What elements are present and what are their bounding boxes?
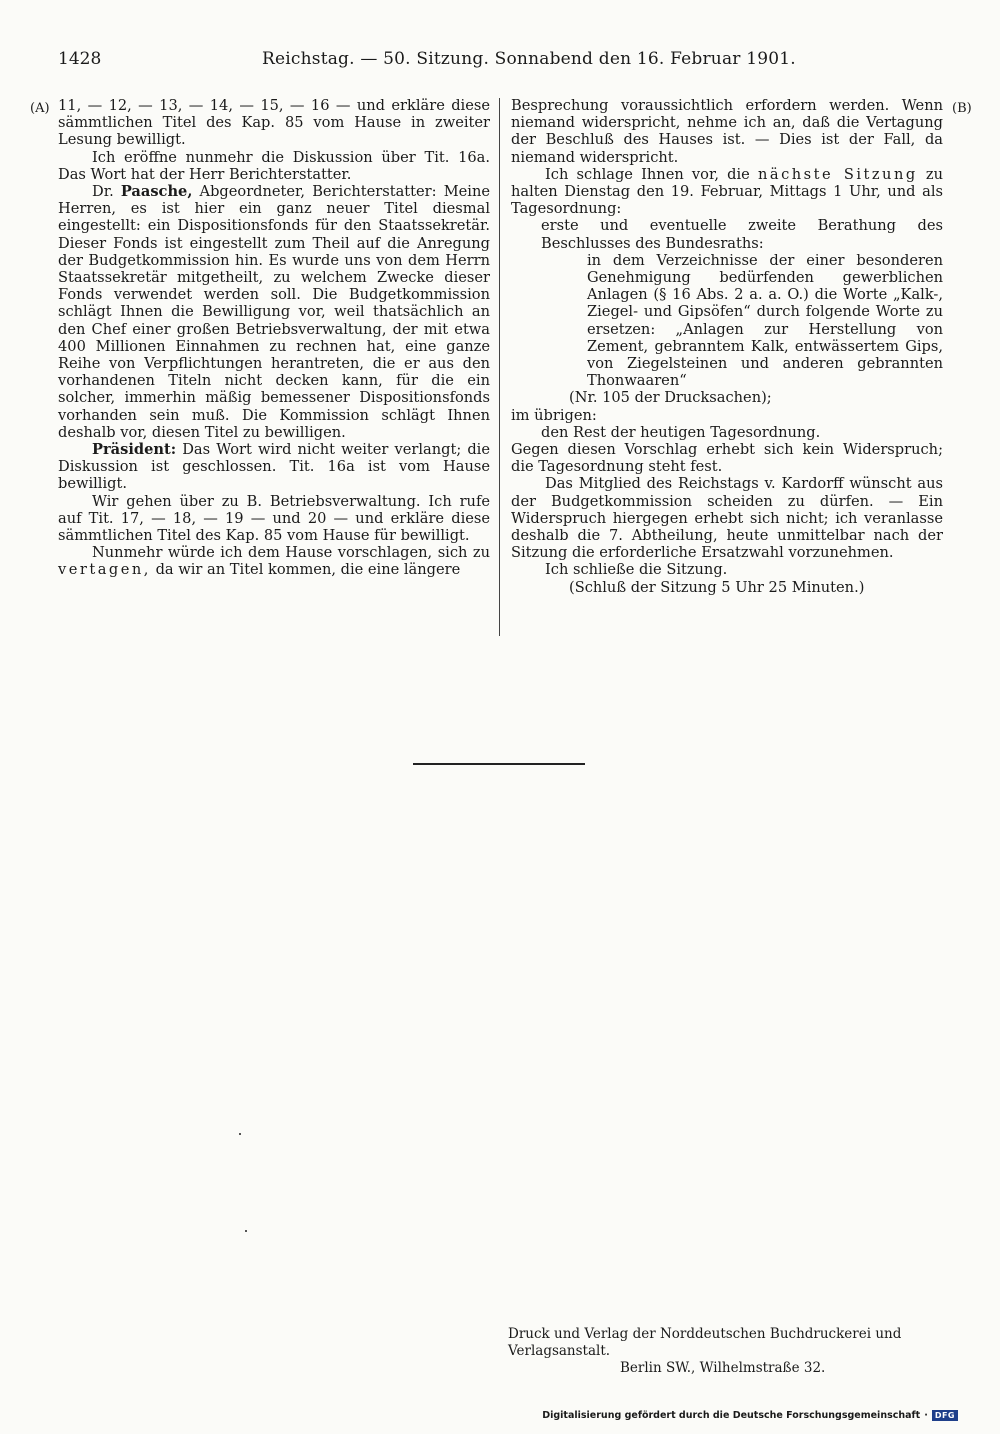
agenda-item: den Rest der heutigen Tagesordnung.: [541, 423, 821, 441]
footer-separator: ·: [924, 1410, 928, 1421]
speaker-title: Dr.: [92, 183, 121, 201]
paragraph: Wir gehen über zu B. Betriebsverwaltung. Ich rufe auf Tit. 17, — 18, — 19 — und 20 — und erkläre diese sämmtlichen Titel des Kap. 85 vom Hause für bewilligt.: [58, 492, 490, 545]
text-run: zu halten Dienstag den 19. Februar, Mittags 1 Uhr, und als Tagesordnung:: [511, 165, 943, 218]
footer-text: Digitalisierung gefördert durch die Deutsche Forschungsgemeinschaft: [542, 1410, 921, 1421]
paragraph: Ich schließe die Sitzung.: [545, 561, 728, 579]
colophon-line: Druck und Verlag der Norddeutschen Buchdruckerei und Verlagsanstalt.: [508, 1326, 902, 1359]
agenda-item: erste und eventuelle zweite Berathung des Beschlusses des Bundesraths:: [541, 217, 943, 252]
colophon: [508, 1326, 948, 1377]
paragraph: [511, 166, 943, 218]
speech-president: [58, 441, 490, 493]
colophon-line: Berlin SW., Wilhelmstraße 32.: [620, 1360, 826, 1376]
spaced-text: vertagen,: [58, 561, 151, 579]
margin-mark-b: (B): [952, 101, 972, 116]
column-divider: [499, 98, 500, 636]
spaced-text: nächste Sitzung: [757, 165, 918, 183]
running-title: Reichstag. — 50. Sitzung. Sonnabend den 16. Februar 1901.: [262, 49, 796, 69]
paragraph: Gegen diesen Vorschlag erhebt sich kein Widerspruch; die Tagesordnung steht fest.: [511, 441, 943, 476]
text-run: Ich schlage Ihnen vor, die: [545, 165, 758, 183]
print-reference: (Nr. 105 der Drucksachen);: [569, 389, 772, 407]
speaker-name: Paasche,: [120, 183, 193, 201]
speech-paasche: [58, 183, 490, 441]
paragraph: Das Mitglied des Reichstags v. Kardorff wünscht aus der Budgetkommission scheiden zu dürfen. — Ein Widerspruch hiergegen erhebt sich nicht; ich veranlasse deshalb die 7. Abtheilung, heute unmittelbar nach der Sitzung die erforderliche Ersatzwahl vorzunehmen.: [511, 475, 943, 562]
digitization-footer: [542, 1410, 958, 1421]
margin-mark-a: (A): [30, 101, 50, 116]
end-rule: [413, 763, 585, 765]
page-number: 1428: [58, 49, 102, 69]
dfg-logo[interactable]: DFG: [932, 1410, 958, 1421]
speaker-name: Präsident:: [92, 441, 177, 459]
paragraph: Besprechung voraussichtlich erfordern werden. Wenn niemand widerspricht, nehme ich an, daß die Vertagung der Beschluß des Hauses ist. — Dies ist der Fall, da niemand widerspricht.: [511, 97, 943, 166]
right-column: [511, 97, 943, 596]
paragraph: im übrigen:: [511, 406, 597, 424]
paragraph: [58, 544, 490, 578]
closing-note: (Schluß der Sitzung 5 Uhr 25 Minuten.): [569, 578, 865, 596]
speech-text: Abgeordneter, Berichterstatter: Meine Herren, es ist hier ein ganz neuer Titel diesmal eingestellt: ein Dispositionsfonds für den Staatssekretär. Dieser Fonds ist eingestellt zum Theil auf die Anregung der Budgetkommission hin. Es wurde uns von dem Herrn Staatssekretär mitgetheilt, zu welchem Zwecke dieser Fonds verwendet werden soll. Die Budgetkommission schlägt Ihnen die Bewilligung vor, weil thatsächlich an den Chef einer großen Betriebsverwaltung, der mit etwa 400 Millionen Einnahmen zu rechnen hat, eine ganze Reihe von Verpflichtungen herantreten, die er aus den vorhandenen Titeln nicht decken kann, für die ein solcher, immerhin mäßig bemessener Dispositionsfonds vorhanden sein muß. Die Kommission schlägt Ihnen deshalb vor, diesen Titel zu bewilligen.: [58, 183, 490, 441]
paragraph: Ich eröffne nunmehr die Diskussion über Tit. 16a. Das Wort hat der Herr Berichterstatter.: [58, 148, 490, 183]
scan-speck: [245, 1230, 247, 1232]
text-run: da wir an Titel kommen, die eine längere: [150, 561, 461, 579]
speech-text: Das Wort wird nicht weiter verlangt; die Diskussion ist geschlossen. Tit. 16a ist vom Hause bewilligt.: [58, 441, 490, 493]
text-run: Nunmehr würde ich dem Hause vorschlagen, sich zu: [92, 544, 490, 562]
paragraph: 11, — 12, — 13, — 14, — 15, — 16 — und erkläre diese sämmtlichen Titel des Kap. 85 vom Hause in zweiter Lesung bewilligt.: [58, 97, 490, 149]
scan-speck: [239, 1133, 241, 1135]
left-column: [58, 97, 490, 579]
agenda-detail: in dem Verzeichnisse der einer besonderen Genehmigung bedürfenden gewerblichen Anlagen (§ 16 Abs. 2 a. a. O.) die Worte „Kalk-, Ziegel- und Gipsöfen“ durch folgende Worte zu ersetzen: „Anlagen zur Herstellung von Zement, gebranntem Kalk, entwässertem Gips, von Ziegelsteinen und anderen gebrannten Thonwaaren“: [587, 251, 943, 390]
